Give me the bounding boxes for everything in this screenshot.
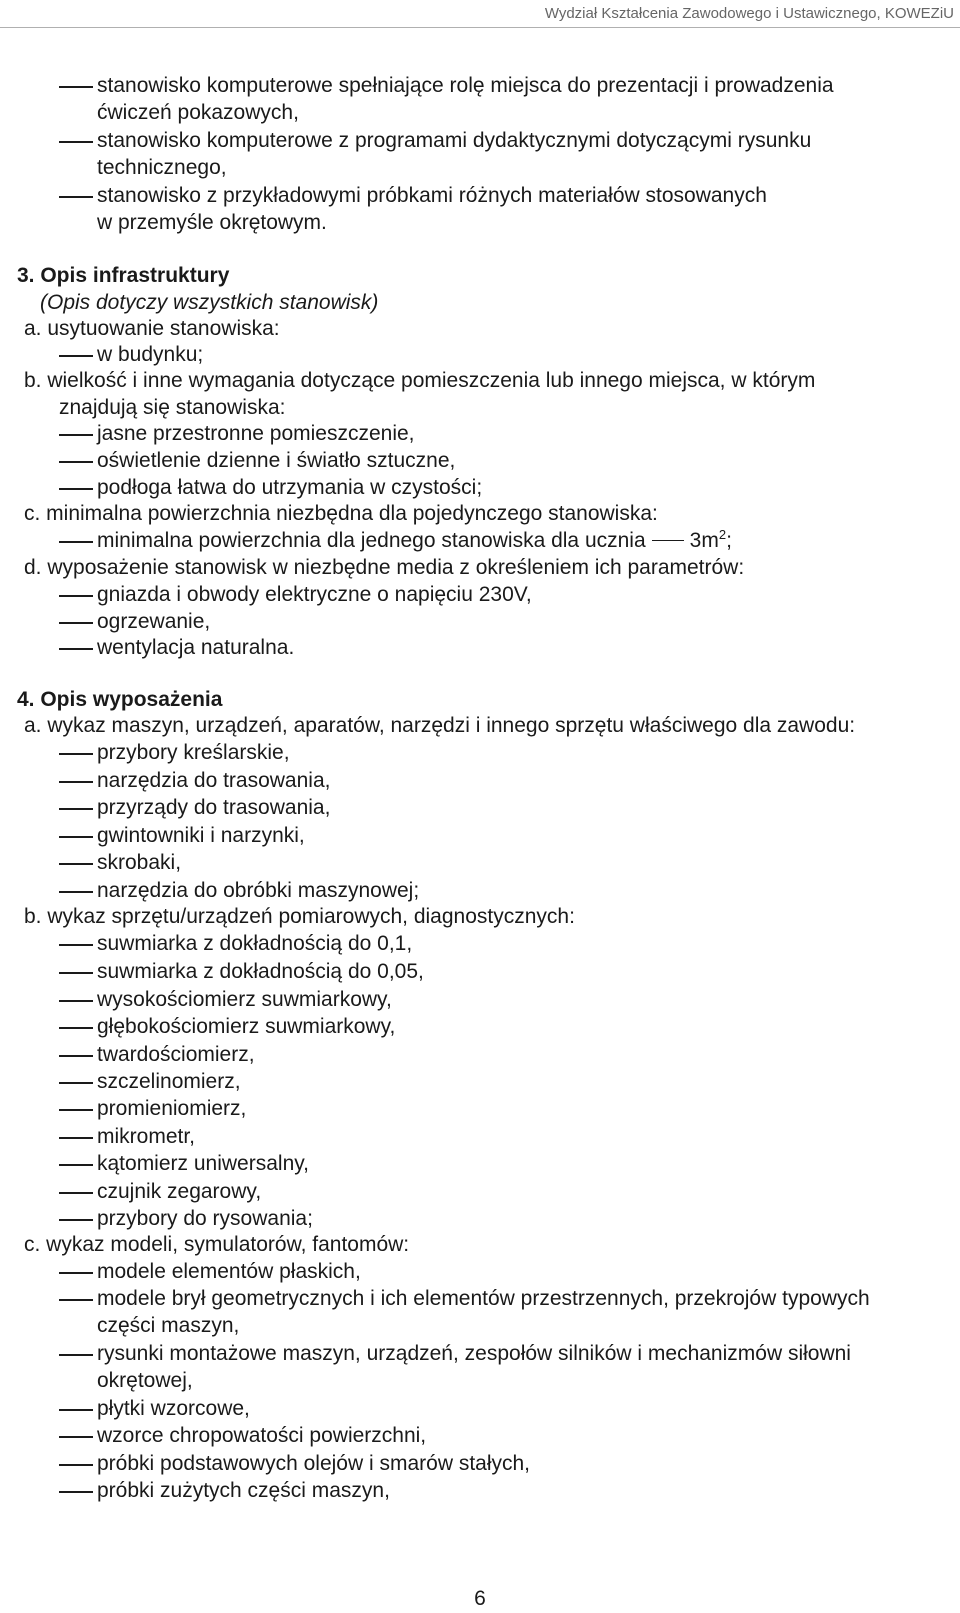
list-item: oświetlenie dzienne i światło sztuczne, xyxy=(97,449,456,472)
list-item: wysokościomierz suwmiarkowy, xyxy=(97,988,392,1011)
list-item: modele brył geometrycznych i ich elementów przestrzennych, przekrojów typowych xyxy=(97,1287,870,1310)
list-item: ogrzewanie, xyxy=(97,610,211,633)
bullet-dash xyxy=(59,355,93,357)
bullet-dash xyxy=(59,753,93,755)
bullet-dash xyxy=(59,622,93,624)
bullet-dash xyxy=(59,1137,93,1139)
section-heading: 3. Opis infrastruktury xyxy=(17,264,230,287)
text-line: części maszyn, xyxy=(97,1314,240,1337)
bullet-dash xyxy=(59,1491,93,1493)
bullet-dash xyxy=(59,1164,93,1166)
text-line: technicznego, xyxy=(97,156,227,179)
list-item: próbki podstawowych olejów i smarów stałych, xyxy=(97,1452,531,1475)
bullet-dash xyxy=(59,595,93,597)
text-line: okrętowej, xyxy=(97,1369,193,1392)
text-line: c. minimalna powierzchnia niezbędna dla pojedynczego stanowiska: xyxy=(24,502,658,525)
bullet-dash xyxy=(59,1354,93,1356)
list-item: narzędzia do obróbki maszynowej; xyxy=(97,879,420,902)
list-item: narzędzia do trasowania, xyxy=(97,769,331,792)
text-line: a. usytuowanie stanowiska: xyxy=(24,317,280,340)
text-line: ćwiczeń pokazowych, xyxy=(97,101,299,124)
bullet-dash xyxy=(59,488,93,490)
bullet-dash xyxy=(59,648,93,650)
running-header: Wydział Kształcenia Zawodowego i Ustawicznego, KOWEZiU xyxy=(544,5,954,22)
list-item: szczelinomierz, xyxy=(97,1070,241,1093)
list-item: przyrządy do trasowania, xyxy=(97,796,331,819)
list-item: płytki wzorcowe, xyxy=(97,1397,250,1420)
list-item: przybory kreślarskie, xyxy=(97,741,290,764)
list-item: suwmiarka z dokładnością do 0,1, xyxy=(97,932,413,955)
bullet-dash xyxy=(59,1192,93,1194)
list-item: podłoga łatwa do utrzymania w czystości; xyxy=(97,476,483,499)
list-item: wentylacja naturalna. xyxy=(97,636,295,659)
bullet-dash xyxy=(59,1409,93,1411)
list-item: gniazda i obwody elektryczne o napięciu 230V, xyxy=(97,583,532,606)
list-item: stanowisko z przykładowymi próbkami różnych materiałów stosowanych xyxy=(97,184,767,207)
bullet-dash xyxy=(59,461,93,463)
list-item: gwintowniki i narzynki, xyxy=(97,824,305,847)
text-line: w przemyśle okrętowym. xyxy=(97,211,327,234)
bullet-dash xyxy=(59,1109,93,1111)
list-item: skrobaki, xyxy=(97,851,182,874)
bullet-dash xyxy=(59,1219,93,1221)
list-item: czujnik zegarowy, xyxy=(97,1180,262,1203)
bullet-dash xyxy=(59,1055,93,1057)
section-note: (Opis dotyczy wszystkich stanowisk) xyxy=(40,291,379,314)
text-line: b. wielkość i inne wymagania dotyczące pomieszczenia lub innego miejsca, w którym xyxy=(24,369,816,392)
list-item: stanowisko komputerowe z programami dydaktycznymi dotyczącymi rysunku xyxy=(97,129,812,152)
section-heading: 4. Opis wyposażenia xyxy=(17,688,223,711)
bullet-dash xyxy=(59,944,93,946)
list-item: promieniomierz, xyxy=(97,1097,247,1120)
bullet-dash xyxy=(59,808,93,810)
list-item: modele elementów płaskich, xyxy=(97,1260,361,1283)
bullet-dash xyxy=(59,891,93,893)
inline-dash xyxy=(652,540,684,542)
list-item: mikrometr, xyxy=(97,1125,196,1148)
bullet-dash xyxy=(59,1464,93,1466)
bullet-dash xyxy=(59,1000,93,1002)
page-number: 6 xyxy=(474,1587,486,1610)
text-line: b. wykaz sprzętu/urządzeń pomiarowych, diagnostycznych: xyxy=(24,905,575,928)
list-item: minimalna powierzchnia dla jednego stanowiska dla ucznia $3m^2$; xyxy=(97,527,732,552)
bullet-dash xyxy=(59,781,93,783)
bullet-dash xyxy=(59,972,93,974)
bullet-dash xyxy=(59,434,93,436)
list-item: przybory do rysowania; xyxy=(97,1207,313,1230)
text-line: d. wyposażenie stanowisk w niezbędne media z określeniem ich parametrów: xyxy=(24,556,745,579)
bullet-dash xyxy=(59,1082,93,1084)
bullet-dash xyxy=(59,836,93,838)
bullet-dash xyxy=(59,1027,93,1029)
list-item: twardościomierz, xyxy=(97,1043,255,1066)
bullet-dash xyxy=(59,541,93,543)
list-item: kątomierz uniwersalny, xyxy=(97,1152,310,1175)
bullet-dash xyxy=(59,86,93,88)
list-item: głębokościomierz suwmiarkowy, xyxy=(97,1015,396,1038)
list-item: suwmiarka z dokładnością do 0,05, xyxy=(97,960,424,983)
bullet-dash xyxy=(59,863,93,865)
bullet-dash xyxy=(59,196,93,198)
text-line: znajdują się stanowiska: xyxy=(59,396,286,419)
list-item: wzorce chropowatości powierzchni, xyxy=(97,1424,427,1447)
list-item: próbki zużytych części maszyn, xyxy=(97,1479,390,1502)
bullet-dash xyxy=(59,141,93,143)
text-line: a. wykaz maszyn, urządzeń, aparatów, narzędzi i innego sprzętu właściwego dla zawodu: xyxy=(24,714,856,737)
bullet-dash xyxy=(59,1299,93,1301)
bullet-dash xyxy=(59,1272,93,1274)
list-item: stanowisko komputerowe spełniające rolę miejsca do prezentacji i prowadzenia xyxy=(97,74,834,97)
list-item: jasne przestronne pomieszczenie, xyxy=(97,422,415,445)
text-line: c. wykaz modeli, symulatorów, fantomów: xyxy=(24,1233,410,1256)
list-item: rysunki montażowe maszyn, urządzeń, zespołów silników i mechanizmów siłowni xyxy=(97,1342,851,1365)
list-item: w budynku; xyxy=(97,343,204,366)
header-rule xyxy=(0,27,960,28)
bullet-dash xyxy=(59,1436,93,1438)
